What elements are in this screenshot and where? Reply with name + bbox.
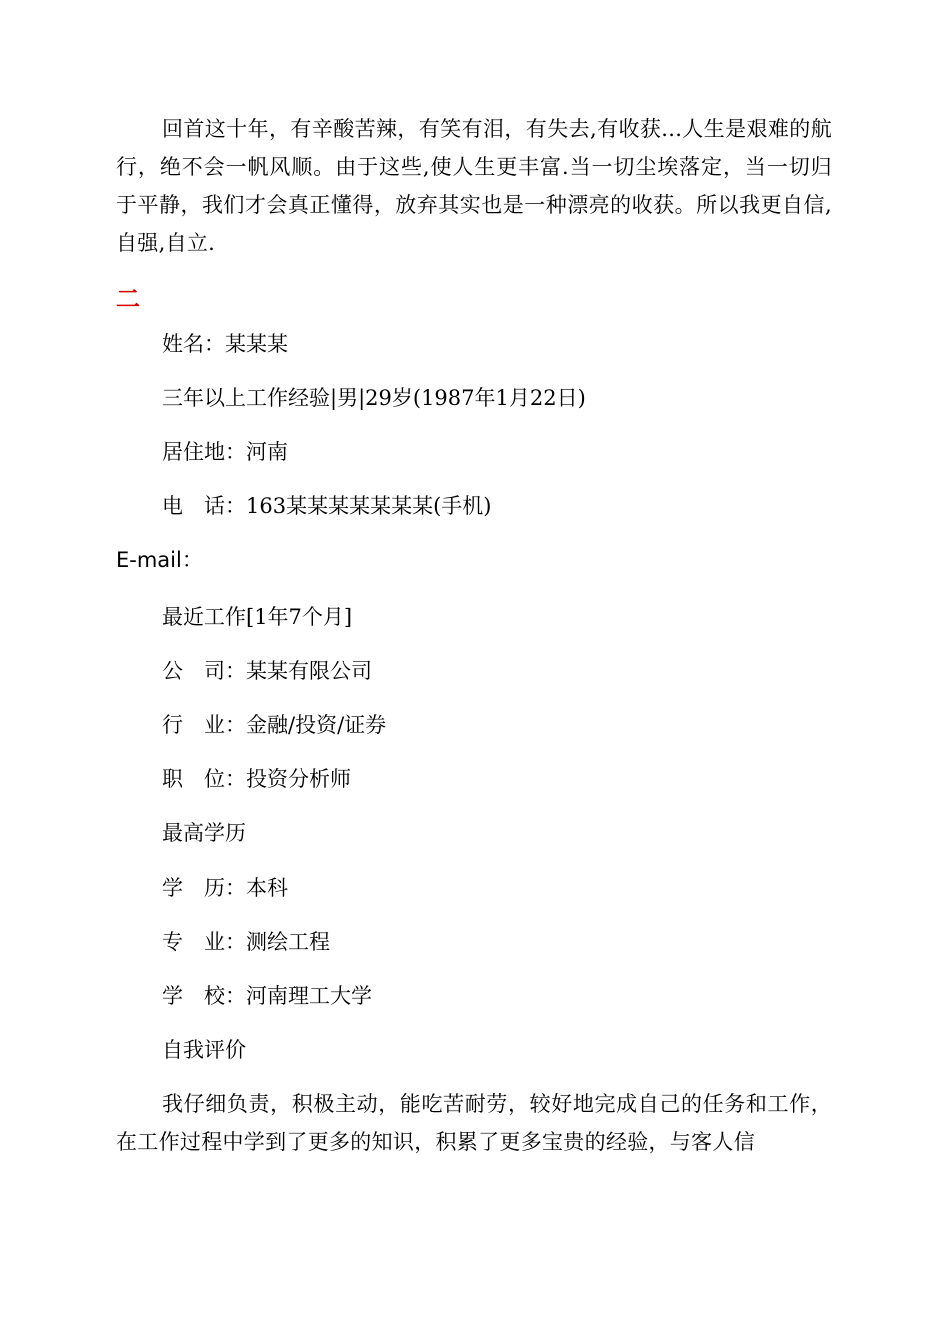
resume-name: 姓名：某某某 (162, 332, 288, 356)
self-eval-paragraph: 我仔细负责，积极主动，能吃苦耐劳，较好地完成自己的任务和工作，在工作过程中学到了更多的知识，积累了更多宝贵的经验，与客人信 (116, 1092, 832, 1154)
resume-email: E-mail： (116, 548, 203, 572)
self-eval-title: 自我评价 (162, 1038, 246, 1062)
section-heading: 二 (116, 285, 140, 313)
resume-degree: 学 历：本科 (162, 876, 288, 900)
resume-position: 职 位：投资分析师 (162, 767, 351, 791)
resume-summary: 三年以上工作经验|男|29岁(1987年1月22日) (162, 386, 586, 410)
intro-paragraph: 回首这十年，有辛酸苦辣，有笑有泪，有失去,有收获...人生是艰难的航行，绝不会一帆风顺。由于这些,使人生更丰富.当一切尘埃落定，当一切归于平静，我们才会真正懂得，放弃其实也是一种漂亮的收获。所以我更自信,自强,自立. (116, 117, 832, 255)
resume-school: 学 校：河南理工大学 (162, 984, 372, 1008)
recent-work-title: 最近工作[1年7个月] (162, 605, 353, 629)
resume-phone: 电 话：163某某某某某某某(手机) (162, 494, 492, 518)
education-title: 最高学历 (162, 821, 246, 845)
resume-industry: 行 业：金融/投资/证券 (162, 713, 387, 737)
resume-major: 专 业：测绘工程 (162, 930, 330, 954)
resume-residence: 居住地：河南 (162, 440, 288, 464)
resume-company: 公 司：某某有限公司 (162, 659, 372, 683)
